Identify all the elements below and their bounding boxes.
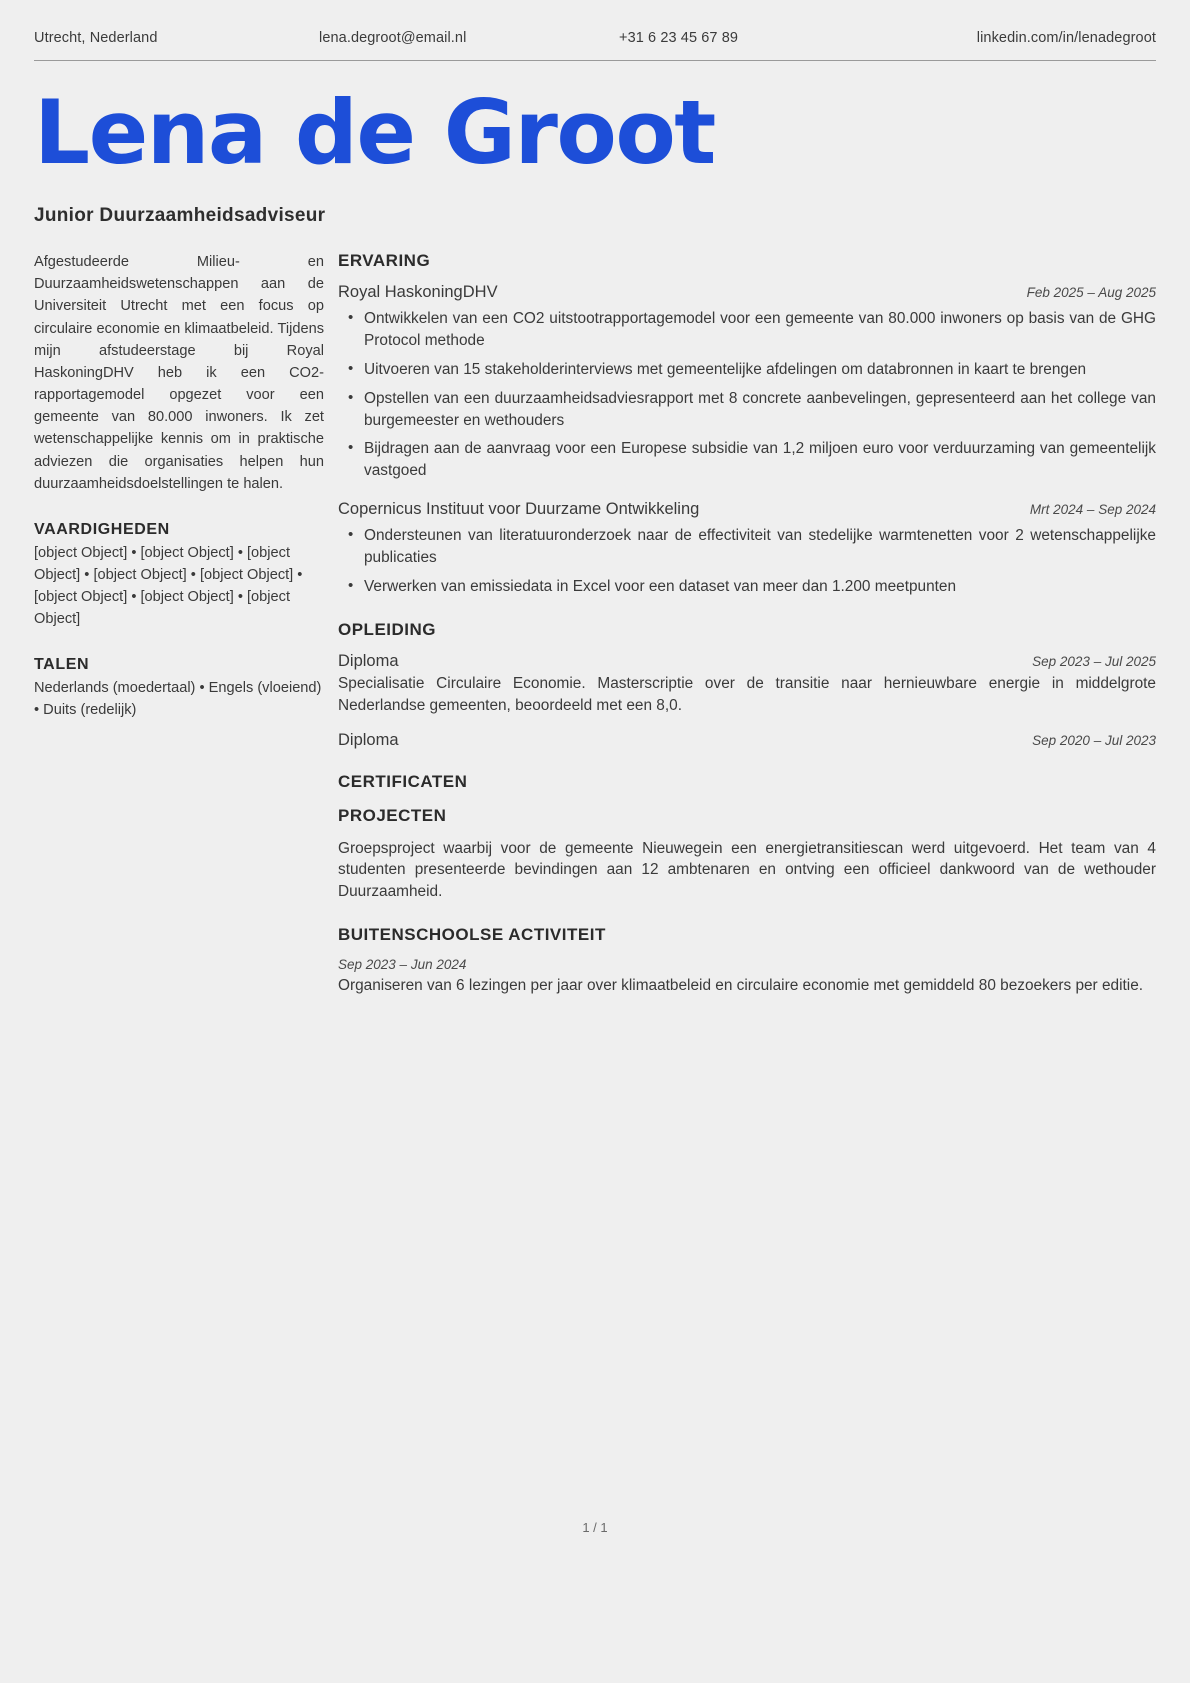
experience-heading: ERVARING	[338, 251, 431, 270]
extracurricular-heading: BUITENSCHOOLSE ACTIVITEIT	[338, 925, 606, 945]
list-item: • Bijdragen aan de aanvraag voor een Europese subsidie van 1,2 miljoen euro voor verduurzaming van gemeentelijk vastgoed	[338, 438, 1156, 482]
education-heading: OPLEIDING	[338, 619, 437, 639]
extracurricular-text: Organiseren van 6 lezingen per jaar over klimaatbeleid en circulaire economie met gemiddeld 80 bezoekers per editie.	[338, 977, 1144, 995]
main-column	[334, 251, 1156, 1019]
experience-entry	[338, 283, 1156, 482]
entry-header	[338, 500, 1156, 519]
contact-email[interactable]: lena.degroot@email.nl	[319, 30, 467, 46]
list-item: • Verwerken van emissiedata in Excel voor een dataset van meer dan 1.200 meetpunten	[338, 576, 1156, 598]
contact-linkedin[interactable]: linkedin.com/in/lenadegroot	[976, 30, 1156, 46]
job-title: Junior Duurzaamheidsadviseur	[34, 205, 326, 226]
entry-organization: Copernicus Instituut voor Duurzame Ontwikkeling	[338, 500, 700, 519]
list-item: • Ontwikkelen van een CO2 uitstootrapportagemodel voor een gemeente van 80.000 inwoners op basis van de GHG Protocol methode	[338, 308, 1156, 352]
summary-text: Afgestudeerde Milieu- en Duurzaamheidswetenschappen aan de Universiteit Utrecht met een focus op circulaire economie en klimaatbeleid. Tijdens mijn afstudeerstage bij Royal HaskoningDHV heb ik een CO2-rapportagemodel opgezet voor een gemeente van 80.000 inwoners. Ik zet wetenschappelijke kennis om in praktische adviezen die organisaties helpen hun duurzaamheidsdoelstellingen te halen.	[34, 254, 324, 492]
projects-text: Groepsproject waarbij voor de gemeente Nieuwegein een energietransitiescan werd uitgevoerd. Het team van 4 studenten presenteerde bevindingen aan 12 ambtenaren en ontving een officieel dankwoord van de wethouder Duurzaamheid.	[338, 839, 1156, 901]
education-entry	[338, 652, 1156, 717]
list-item: • Opstellen van een duurzaamheidsadviesrapport met 8 concrete aanbevelingen, gepresenteerd aan het college van burgemeester en wethouders	[338, 388, 1156, 432]
skills-list: [object Object] • [object Object] • [object Object] • [object Object] • [object Object] • [object Object] • [object Object] • [object Object]	[34, 544, 303, 627]
entry-degree: Diploma	[338, 730, 399, 749]
section-experience	[338, 251, 1156, 598]
entry-header	[338, 283, 1156, 302]
section-certificates	[338, 772, 1156, 792]
entry-degree: Diploma	[338, 651, 399, 670]
entry-date-range: Sep 2023 – Jul 2025	[1032, 653, 1156, 669]
entry-date-range: Feb 2025 – Aug 2025	[1026, 285, 1156, 300]
sidebar-column	[34, 251, 334, 722]
section-extracurricular	[338, 925, 1156, 997]
entry-header	[338, 652, 1156, 671]
entry-bullet-list	[338, 308, 1156, 482]
body-columns	[0, 227, 1190, 1019]
section-projects	[338, 806, 1156, 904]
education-entry	[338, 731, 1156, 750]
entry-organization: Royal HaskoningDHV	[338, 283, 498, 301]
list-item: • Uitvoeren van 15 stakeholderinterviews met gemeentelijke afdelingen om databronnen in kaart te brengen	[338, 359, 1156, 381]
experience-entry	[338, 500, 1156, 598]
section-education	[338, 620, 1156, 750]
projects-heading: PROJECTEN	[338, 805, 447, 825]
entry-header	[338, 731, 1156, 750]
name-block	[0, 61, 1190, 227]
certificates-heading: CERTIFICATEN	[338, 771, 468, 791]
page-indicator: 1 / 1	[582, 1520, 608, 1535]
entry-bullet-list	[338, 525, 1156, 598]
entry-description: Specialisatie Circulaire Economie. Masterscriptie over de transitie naar hernieuwbare energie in middelgrote Nederlandse gemeenten, beoordeeld met een 8,0.	[338, 674, 1156, 714]
languages-heading: TALEN	[34, 656, 90, 674]
list-item: • Ondersteunen van literatuuronderzoek naar de effectiviteit van stedelijke warmtenetten voor 2 wetenschappelijke publicaties	[338, 525, 1156, 569]
contact-phone[interactable]: +31 6 23 45 67 89	[619, 30, 739, 46]
contact-location: Utrecht, Nederland	[34, 30, 158, 46]
entry-date-range: Sep 2020 – Jul 2023	[1032, 732, 1156, 748]
skills-heading: VAARDIGHEDEN	[34, 520, 170, 538]
page-title: Lena de Groot	[34, 81, 715, 184]
extracurricular-date-range: Sep 2023 – Jun 2024	[338, 957, 467, 973]
contact-bar	[0, 0, 1190, 46]
languages-list: Nederlands (moedertaal) • Engels (vloeiend) • Duits (redelijk)	[34, 680, 322, 719]
entry-date-range: Mrt 2024 – Sep 2024	[1029, 502, 1156, 518]
